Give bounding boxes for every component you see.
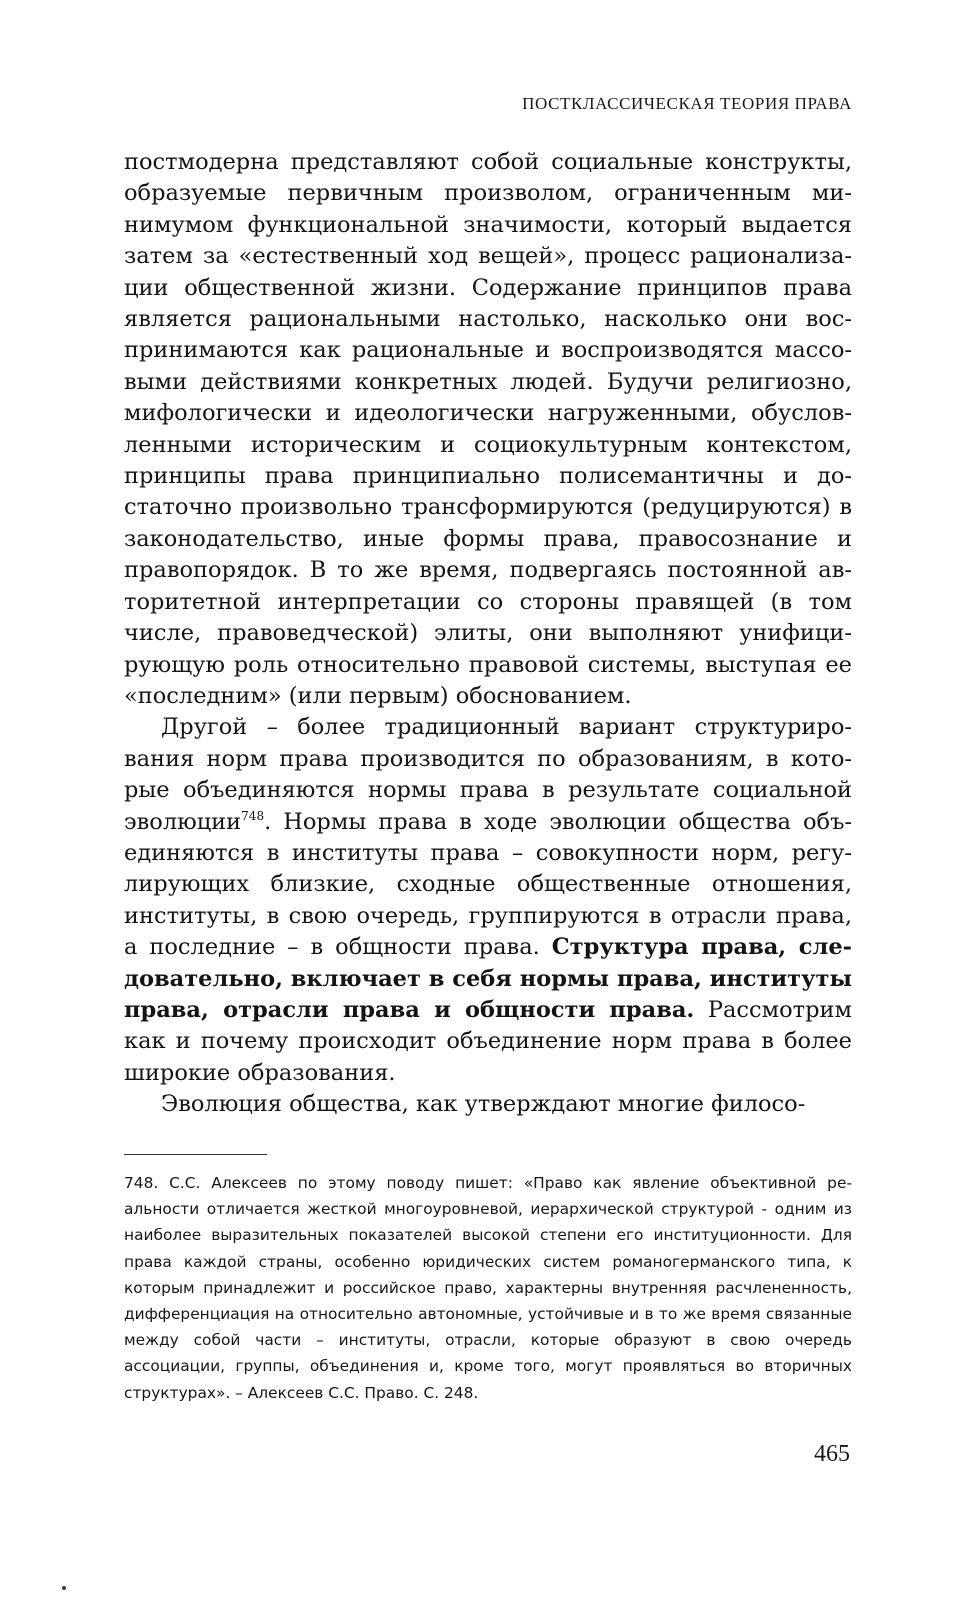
scan-speck <box>62 1586 66 1590</box>
paragraph-2-bold-statement: Структура права, следовательно, включает в себя нормы права, институты права, отрасли права и общности права. <box>124 934 852 1023</box>
paragraph-2-middle: . Нормы права в ходе эволюции общества объединяются в институты права – совокупности норм, регулирующих близкие, сходные общественные отношения, институты, в свою очередь, группируются в отрасли права, а последние – в общности права. <box>124 808 852 961</box>
paragraph-3: Эволюция общества, как утверждают многие филосо- <box>161 1091 806 1118</box>
footnote-separator <box>124 1154 267 1155</box>
main-text <box>124 147 852 1121</box>
paragraph-2 <box>124 712 852 1089</box>
running-head: ПОСТКЛАССИЧЕСКАЯ ТЕОРИЯ ПРАВА <box>522 94 852 113</box>
paragraph-1: постмодерна представляют собой социальные конструкты, образуемые первичным произволом, ограниченным минимумом функциональной значимости, который выдается затем за «естественный ход вещей», процесс рационализации общественной жизни. Содержание принципов права является рациональными настолько, насколько они воспринимаются как рациональные и воспроизводятся массовыми действиями конкретных людей. Будучи религиозно, мифологически и идеологически нагруженными, обусловленными историческим и социокультурным контекстом, принципы права принципиально полисемантичны и достаточно произвольно трансформируются (редуцируются) в законодательство, иные формы права, правосознание и правопорядок. В то же время, подвергаясь постоянной авторитетной интерпретации со стороны правящей (в том числе, правоведческой) элиты, они выполняют унифицирующую роль относительно правовой системы, выступая ее «последним» (или первым) обоснованием. <box>124 149 852 709</box>
page-number: 465 <box>814 1441 850 1467</box>
footnote-reference[interactable]: 748 <box>241 808 265 823</box>
footnote-748: 748. С.С. Алексеев по этому поводу пишет: «Право как явление объективной реальности отличается жесткой многоуровневой, иерархической структурой - одним из наиболее выразительных показателей высокой степени его институционности. Для права каждой страны, особенно юридических систем романогерманского типа, к которым принадлежит и российское право, характерны внутренняя расчлененность, дифференциация на относительно автономные, устойчивые и в то же время связанные между собой части – институты, отрасли, которые образуют в свою очередь ассоциации, группы, объединения и, кроме того, могут проявляться во вторичных структурах». – Алексеев С.С. Право. С. 248. <box>124 1174 852 1402</box>
paragraph-2-start: Другой – более традиционный вариант структурирования норм права производится по образованиям, в которые объединяются нормы права в результате социальной эволюции <box>124 714 852 835</box>
paragraph-2-end: Рассмотрим как и почему происходит объединение норм права в более широкие образования. <box>124 996 852 1086</box>
